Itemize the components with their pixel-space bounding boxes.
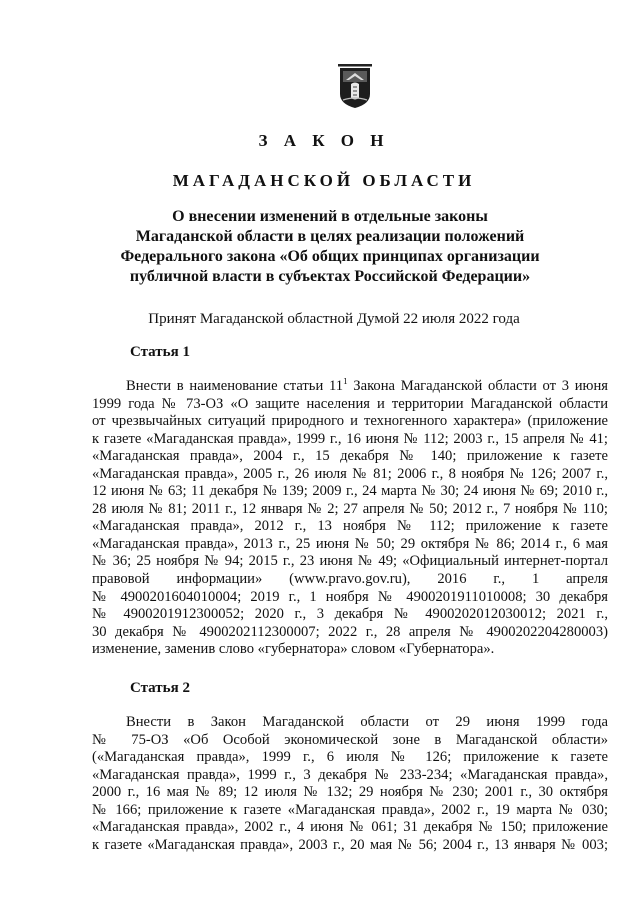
subject-line: публичной власти в субъектах Российской Федерации» — [129, 268, 531, 285]
paragraph-line: Внести в Закон Магаданской области от 29 июня 1999 года — [126, 714, 608, 730]
paragraph-line: «Магаданская правда», 2013 г., 25 июня № 50; 29 октября № 86; 2014 г., 6 мая — [92, 535, 608, 552]
law-subject-title — [90, 207, 570, 287]
paragraph-line: № 4900201912300052; 2020 г., 3 декабря № 4900202012030012; 2021 г., — [92, 606, 608, 623]
paragraph-line: № 36; 25 ноября № 94; 2015 г., 23 июня № 49; «Официальный интернет-портал — [92, 553, 608, 570]
paragraph-line: 12 июня № 63; 11 декабря № 139; 2009 г., 24 марта № 30; 24 июня № 69; 2010 г., — [92, 483, 608, 500]
paragraph-line: «Магаданская правда», 2004 г., 15 декабря № 140; приложение к газете — [92, 448, 608, 465]
paragraph-line: Внести в наименование статьи $11^1$ Закона Магаданской области от 3 июня — [126, 378, 608, 394]
region-title: МАГАДАНСКОЙ ОБЛАСТИ — [172, 171, 476, 190]
subject-line: Федерального закона «Об общих принципах организации — [120, 248, 540, 265]
paragraph-line: «Магаданская правда», 2005 г., 26 июля № 81; 2006 г., 8 ноября № 126; 2007 г., — [92, 465, 608, 482]
article-1-text — [92, 378, 608, 659]
paragraph-line: «Магаданская правда», 2012 г., 13 ноября № 112; приложение к газете — [92, 518, 608, 535]
paragraph-line: «Магаданская правда», 1999 г., 3 декабря № 233-234; «Магаданская правда», — [92, 766, 608, 783]
paragraph-line: «Магаданская правда», 2002 г., 4 июня № 061; 31 декабря № 150; приложение — [92, 819, 608, 836]
paragraph-line: 30 декабря № 4900202112300007; 2022 г., 28 апреля № 4900202204280003) — [92, 623, 608, 640]
paragraph-line: 2000 г., 16 мая № 89; 12 июля № 132; 29 ноября № 230; 2001 г., 30 октября — [92, 784, 608, 801]
paragraph-line: № 166; приложение к газете «Магаданская правда», 2002 г., 19 марта № 030; — [92, 801, 608, 818]
paragraph-line: к газете «Магаданская правда», 2003 г., 20 мая № 56; 2004 г., 13 января № 003; — [92, 836, 608, 853]
adoption-note: Принят Магаданской областной Думой 22 июля 2022 года — [148, 311, 520, 327]
paragraph-line: 1999 года № 73-ОЗ «О защите населения и территории Магаданской области — [92, 395, 608, 412]
subject-line: О внесении изменений в отдельные законы — [172, 208, 488, 225]
article-1-heading: Статья 1 — [130, 344, 190, 360]
paragraph-line: к газете «Магаданская правда», 1999 г., 16 июня № 112; 2003 г., 15 апреля № 41; — [92, 430, 608, 447]
paragraph-line: № 4900201604010004; 2019 г., 1 ноября № 4900201911010008; 30 декабря — [92, 588, 608, 605]
subject-line: Магаданской области в целях реализации положений — [135, 228, 525, 245]
article-2-text — [92, 714, 608, 854]
paragraph-line: от чрезвычайных ситуаций природного и техногенного характера» (приложение — [92, 413, 608, 430]
paragraph-line: № 75-ОЗ «Об Особой экономической зоне в Магаданской области» — [92, 731, 608, 748]
paragraph-line: правовой информации» (www.pravo.gov.ru), 2016 г., 1 апреля — [92, 571, 608, 588]
paragraph-line: («Магаданская правда», 1999 г., 6 июля № 126; приложение к газете — [92, 749, 608, 766]
article-2-heading: Статья 2 — [130, 680, 190, 696]
paragraph-line: 28 июля № 81; 2011 г., 12 января № 2; 27 апреля № 50; 2012 г., 7 ноября № 110; — [92, 500, 608, 517]
document-title: З А К О Н — [258, 131, 390, 150]
coat-of-arms-icon — [331, 60, 379, 110]
paragraph-line: изменение, заменив слово «губернатора» словом «Губернатора». — [92, 641, 495, 658]
